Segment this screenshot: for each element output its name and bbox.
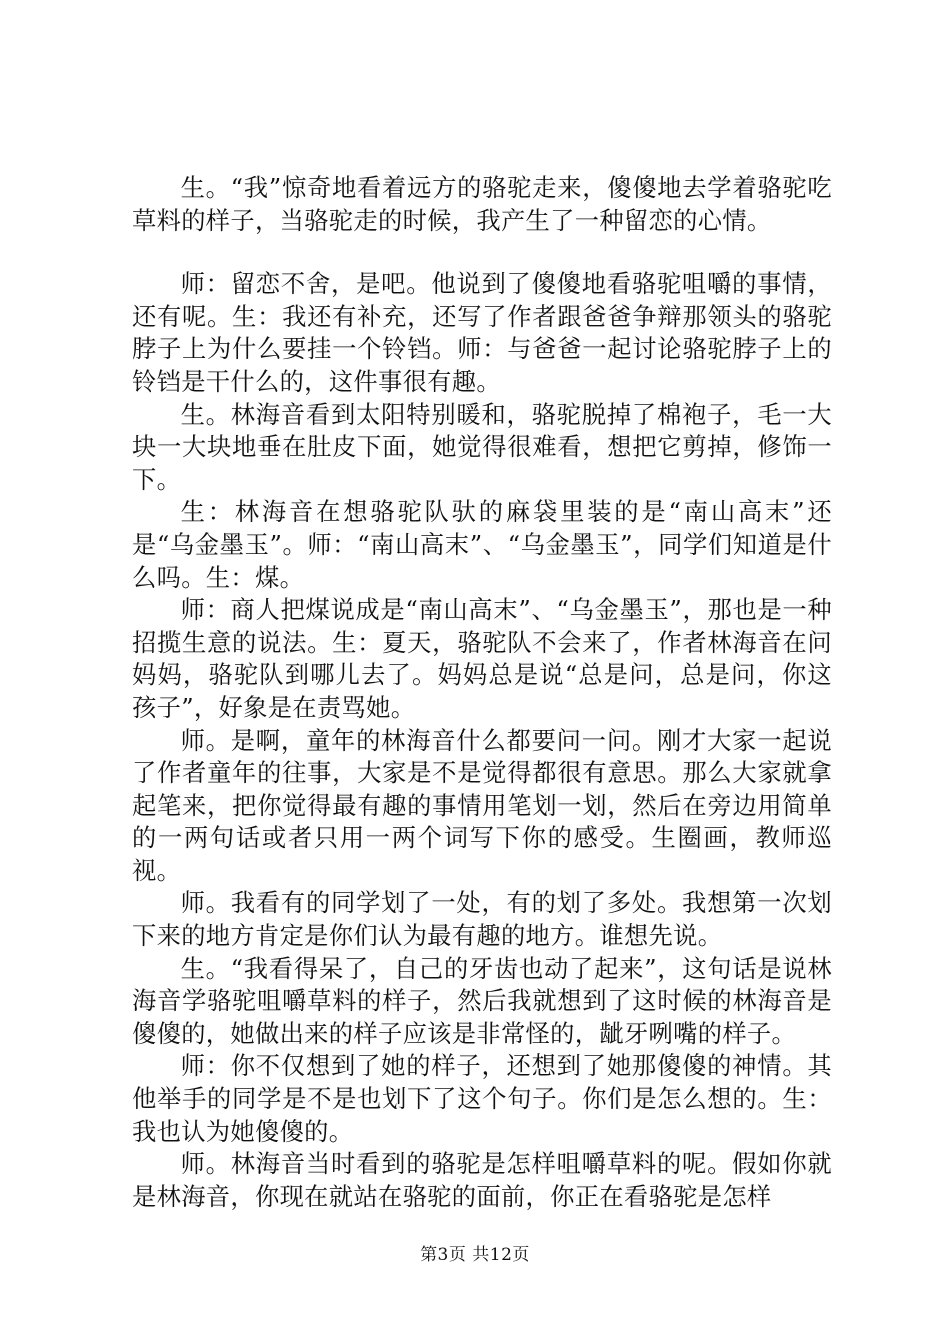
document-body: [132, 172, 832, 1213]
paragraph: 师。林海音当时看到的骆驼是怎样咀嚼草料的呢。假如你就是林海音，你现在就站在骆驼的面前，你正在看骆驼是怎样: [132, 1149, 832, 1211]
paragraph: 师：你不仅想到了她的样子，还想到了她那傻傻的神情。其他举手的同学是不是也划下了这个句子。你们是怎么想的。生：我也认为她傻傻的。: [132, 1051, 832, 1146]
paragraph: 生。“我看得呆了，自己的牙齿也动了起来”，这句话是说林海音学骆驼咀嚼草料的样子，然后我就想到了这时候的林海音是傻傻的，她做出来的样子应该是非常怪的，龇牙咧嘴的样子。: [132, 953, 832, 1048]
page-number-label: 第3页 共12页: [420, 1245, 530, 1265]
paragraph: 师：商人把煤说成是“南山高末”、“乌金墨玉”，那也是一种招揽生意的说法。生：夏天，骆驼队不会来了，作者林海音在问妈妈，骆驼队到哪儿去了。妈妈总是说“总是问，总是问，你这孩子”，好象是在责骂她。: [132, 595, 832, 722]
paragraph: 生。林海音看到太阳特别暖和，骆驼脱掉了棉袍子，毛一大块一大块地垂在肚皮下面，她觉得很难看，想把它剪掉，修饰一下。: [132, 399, 832, 494]
paragraph: 师。是啊，童年的林海音什么都要问一问。刚才大家一起说了作者童年的往事，大家是不是觉得都很有意思。那么大家就拿起笔来，把你觉得最有趣的事情用笔划一划，然后在旁边用简单的一两句话或者只用一两个词写下你的感受。生圈画，教师巡视。: [132, 725, 832, 885]
page-footer: [0, 1244, 950, 1266]
paragraph: 师：留恋不舍，是吧。他说到了傻傻地看骆驼咀嚼的事情，还有呢。生：我还有补充，还写了作者跟爸爸争辩那领头的骆驼脖子上为什么要挂一个铃铛。师：与爸爸一起讨论骆驼脖子上的铃铛是干什么的，这件事很有趣。: [132, 269, 832, 396]
paragraph: 生：林海音在想骆驼队驮的麻袋里装的是“南山高末”还是“乌金墨玉”。师：“南山高末”、“乌金墨玉”，同学们知道是什么吗。生：煤。: [132, 497, 832, 592]
paragraph: 生。“我”惊奇地看着远方的骆驼走来，傻傻地去学着骆驼吃草料的样子，当骆驼走的时候，我产生了一种留恋的心情。: [132, 173, 832, 235]
paragraph: 师。我看有的同学划了一处，有的划了多处。我想第一次划下来的地方肯定是你们认为最有趣的地方。谁想先说。: [132, 888, 832, 951]
